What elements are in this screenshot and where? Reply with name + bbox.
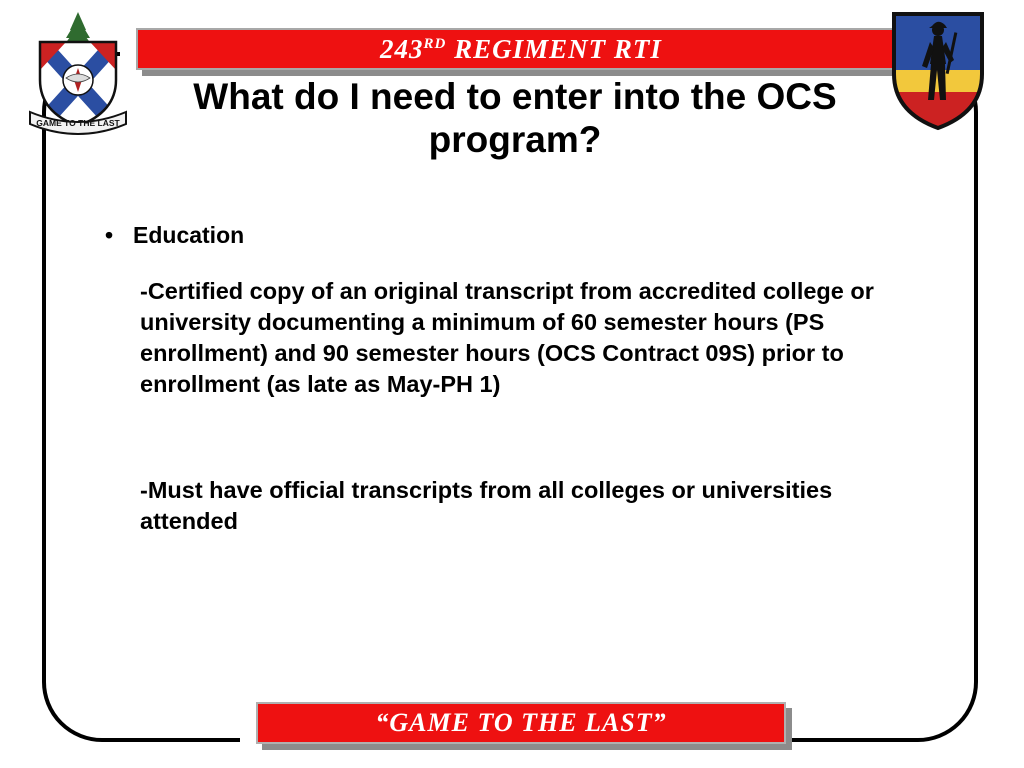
body-paragraph-1: -Certified copy of an original transcript from accredited college or university documenting a minimum of 60 semester hours (PS enrollment) and 90 semester hours (OCS Contract 09S) prior to enrollment (as late as May-PH 1) [140, 277, 874, 398]
page-title: What do I need to enter into the OCS program? [193, 76, 837, 160]
bullet-icon: • [105, 222, 114, 248]
body-paragraph-2: -Must have official transcripts from all colleges or universities attended [140, 476, 833, 534]
banner-ordinal-suffix: RD [423, 35, 447, 52]
title-banner-text [380, 34, 662, 65]
list-item-label: Education [133, 222, 245, 248]
svg-text:GAME TO THE LAST: GAME TO THE LAST [36, 118, 120, 128]
motto-banner [256, 702, 786, 744]
minuteman-shield-icon [888, 8, 988, 133]
motto-banner-text: “GAME TO THE LAST” [375, 708, 667, 737]
regiment-crest-icon [22, 8, 134, 138]
list-item [105, 222, 935, 250]
banner-rest: REGIMENT RTI [446, 33, 662, 64]
title-banner [136, 28, 906, 70]
banner-number: 243 [380, 33, 424, 64]
slide-body [105, 222, 935, 537]
